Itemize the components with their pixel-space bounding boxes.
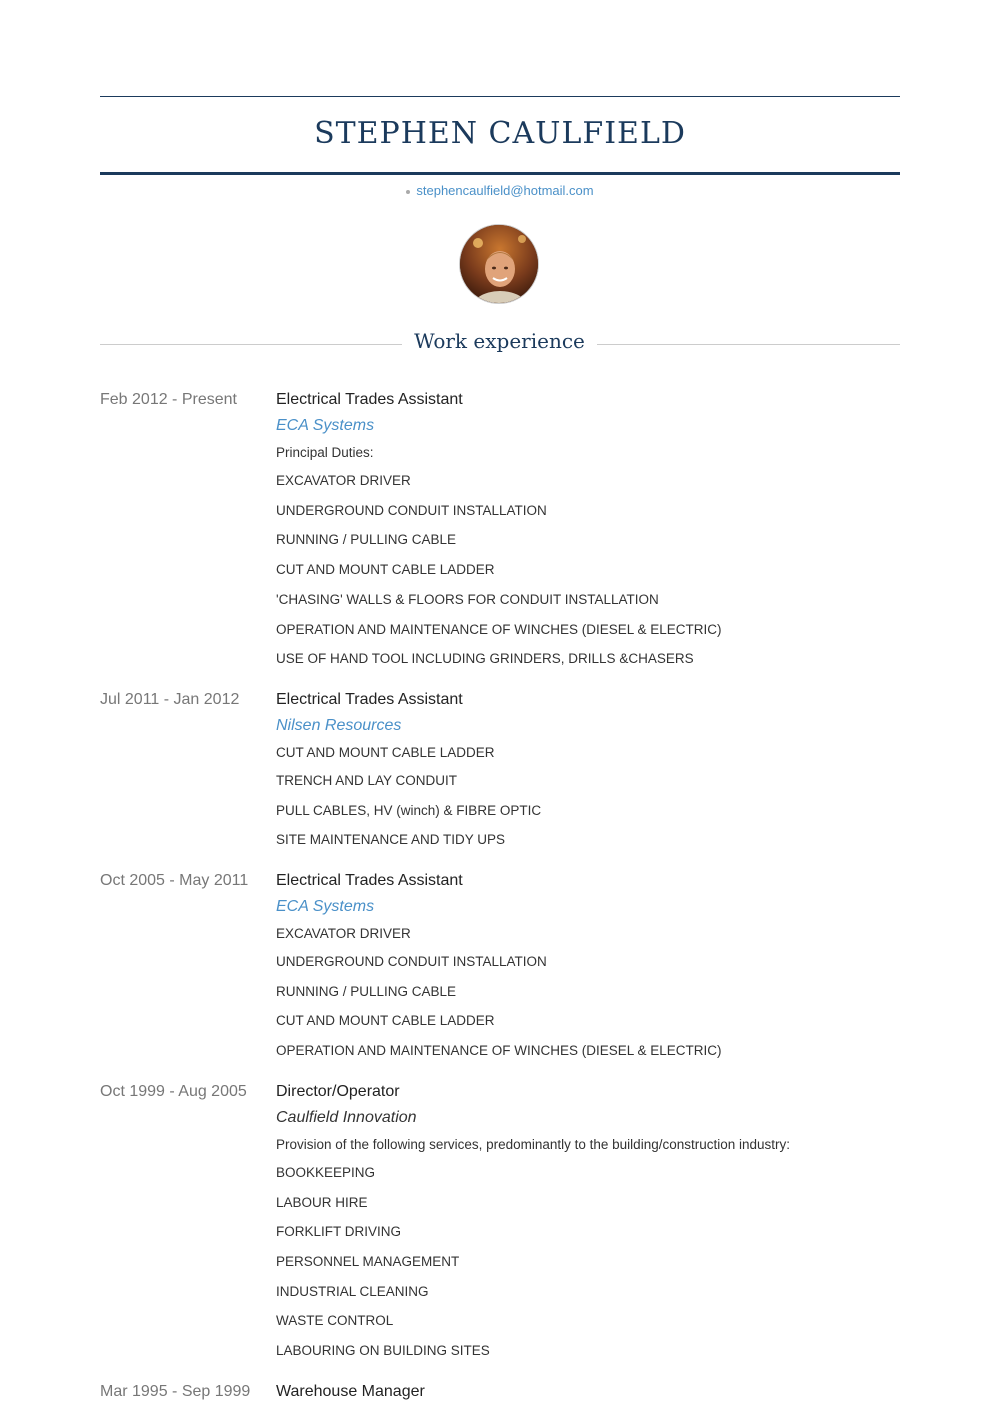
- duty-item: UNDERGROUND CONDUIT INSTALLATION: [276, 502, 547, 518]
- job-dates: Oct 2005 - May 2011: [100, 872, 249, 890]
- duty-item: PERSONNEL MANAGEMENT: [276, 1253, 460, 1269]
- duty-item: BOOKKEEPING: [276, 1164, 376, 1180]
- candidate-name: STEPHEN CAULFIELD: [314, 116, 686, 151]
- job-title: Warehouse Manager: [276, 1382, 425, 1400]
- job-list: [100, 388, 900, 1418]
- duty-item: USE OF HAND TOOL INCLUDING GRINDERS, DRILLS &CHASERS: [276, 651, 694, 667]
- duty-item: PULL CABLES, HV (winch) & FIBRE OPTIC: [276, 802, 542, 818]
- job-title: Electrical Trades Assistant: [276, 872, 463, 890]
- duty-item: EXCAVATOR DRIVER: [276, 473, 411, 488]
- header-top-rule: [100, 96, 900, 97]
- job-body: [276, 388, 900, 674]
- duty-item: LABOUR HIRE: [276, 1194, 368, 1210]
- duty-item: LABOURING ON BUILDING SITES: [276, 1343, 490, 1359]
- header-bottom-rule: [100, 172, 900, 175]
- duty-item: CUT AND MOUNT CABLE LADDER: [276, 1013, 495, 1029]
- job-dates: Feb 2012 - Present: [100, 391, 237, 408]
- job-title: Electrical Trades Assistant: [276, 690, 463, 708]
- job-entry: [100, 688, 900, 855]
- bullet-dot-icon: [406, 190, 410, 194]
- job-dates: Jul 2011 - Jan 2012: [100, 690, 240, 708]
- company-name[interactable]: ECA Systems: [276, 417, 375, 434]
- job-body: [276, 1380, 900, 1404]
- heading-rule-left: [100, 344, 402, 345]
- duty-item: RUNNING / PULLING CABLE: [276, 532, 457, 548]
- job-body: [276, 1080, 900, 1366]
- contact-line: [100, 182, 900, 200]
- company-name: Caulfield Innovation: [276, 1108, 417, 1126]
- duty-item: OPERATION AND MAINTENANCE OF WINCHES (DIESEL & ELECTRIC): [276, 621, 722, 637]
- company-name[interactable]: ECA Systems: [276, 898, 375, 916]
- job-dates: Oct 1999 - Aug 2005: [100, 1082, 247, 1100]
- job-entry: [100, 1380, 900, 1404]
- duty-item: EXCAVATOR DRIVER: [276, 926, 411, 942]
- job-dates: Mar 1995 - Sep 1999: [100, 1382, 251, 1400]
- duty-item: 'CHASING' WALLS & FLOORS FOR CONDUIT INSTALLATION: [276, 591, 659, 607]
- heading-rule-right: [597, 344, 900, 345]
- work-experience-heading: [100, 326, 900, 356]
- duty-item: FORKLIFT DRIVING: [276, 1224, 402, 1240]
- job-title: Director/Operator: [276, 1082, 400, 1100]
- job-entry: [100, 388, 900, 674]
- duty-item: OPERATION AND MAINTENANCE OF WINCHES (DIESEL & ELECTRIC): [276, 1043, 722, 1059]
- company-name[interactable]: Nilsen Resources: [276, 716, 402, 734]
- job-entry: [100, 1080, 900, 1366]
- job-entry: [100, 869, 900, 1066]
- duty-item: INDUSTRIAL CLEANING: [276, 1283, 429, 1299]
- duty-item: TRENCH AND LAY CONDUIT: [276, 772, 458, 788]
- duty-item: Provision of the following services, predominantly to the building/construction industry:: [276, 1136, 791, 1152]
- duty-item: Principal Duties:: [276, 445, 374, 460]
- email-link[interactable]: stephencaulfield@hotmail.com: [416, 183, 594, 198]
- job-body: [276, 688, 900, 855]
- duty-item: CUT AND MOUNT CABLE LADDER: [276, 744, 495, 760]
- avatar: [459, 224, 539, 304]
- duty-item: UNDERGROUND CONDUIT INSTALLATION: [276, 954, 547, 970]
- duty-item: SITE MAINTENANCE AND TIDY UPS: [276, 832, 506, 848]
- duty-item: RUNNING / PULLING CABLE: [276, 983, 457, 999]
- section-title: Work experience: [414, 329, 585, 353]
- avatar-portrait-icon: [460, 225, 539, 304]
- duty-item: CUT AND MOUNT CABLE LADDER: [276, 562, 495, 578]
- job-title: Electrical Trades Assistant: [276, 391, 463, 408]
- job-body: [276, 869, 900, 1066]
- duty-item: WASTE CONTROL: [276, 1313, 394, 1329]
